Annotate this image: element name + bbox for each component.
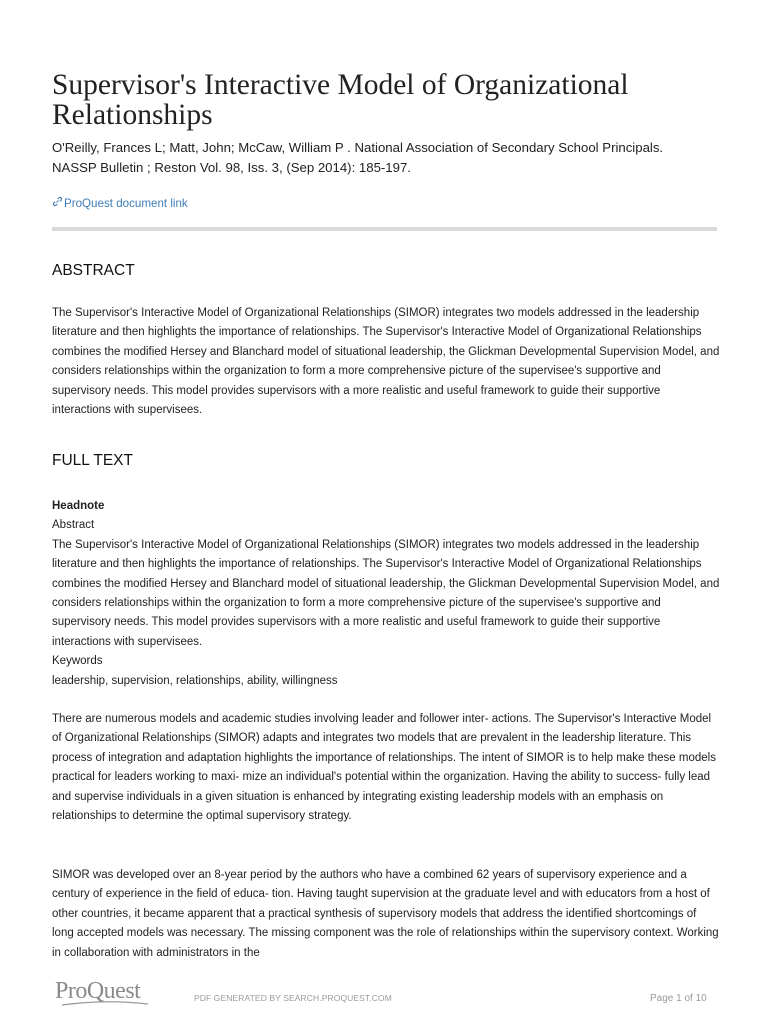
footer-generated-by: PDF GENERATED BY SEARCH.PROQUEST.COM [194,993,392,1003]
proquest-logo: ProQuest [55,978,141,1004]
citation [52,138,752,178]
page-number: Page 1 of 10 [650,993,707,1004]
header-divider [52,227,717,231]
citation-publication: NASSP Bulletin ; Reston Vol. 98, Iss. 3, (Sep 2014): 185-197. [52,160,411,175]
full-text-heading: FULL TEXT [52,452,133,469]
body-paragraph-2: SIMOR was developed over an 8-year period by the authors who have a combined 62 years of supervisory experience and a century of experience in the field of educa- tion. Having taught supervision at the graduate level and with educators from a host of other countries, it became apparent that a practical synthesis of supervisory models that address the identified shortcomings of long accepted models was necessary. The missing component was the role of relationships within the supervisory context. Working in collaboration with administrators in the [52,869,719,959]
keywords-list: leadership, supervision, relationships, ability, willingness [52,674,338,687]
abstract-text: The Supervisor's Interactive Model of Organizational Relationships (SIMOR) integrates two models addressed in the leadership literature and then highlights the importance of relationships. The Supervisor's Interactive Model of Organizational Relationships combines the modified Hersey and Blanchard model of situational leadership, the Glickman Developmental Supervision Model, and considers relationships within the organization to form a more comprehensive picture of the supervisee's supportive and supervisory needs. This model provides supervisors with a more realistic and useful framework to guide their supportive interactions with supervisees. [52,307,720,417]
logo-swoosh-icon [60,1000,150,1008]
headnote-label: Headnote [52,500,105,512]
citation-authors-source: O'Reilly, Frances L; Matt, John; McCaw, William P . National Association of Secondary School Principals. [52,140,664,155]
headnote-abstract-text: The Supervisor's Interactive Model of Organizational Relationships (SIMOR) integrates two models addressed in the leadership literature and then highlights the importance of relationships. The Supervisor's Interactive Model of Organizational Relationships combines the modified Hersey and Blanchard model of situational leadership, the Glickman Developmental Supervision Model, and considers relationships within the organization to form a more comprehensive picture of the supervisee's supportive and supervisory needs. This model provides supervisors with a more realistic and useful framework to guide their supportive interactions with supervisees. [52,538,720,648]
link-icon [52,196,64,211]
proquest-document-link[interactable] [52,196,188,211]
link-label: ProQuest document link [64,196,188,210]
body-paragraph-1: There are numerous models and academic studies involving leader and follower inter- actions. The Supervisor's Interactive Model of Organizational Relationships (SIMOR) adapts and integrates two models that are prevalent in the leadership literature. This process of integration and adaptation highlights the importance of relationships. The intent of SIMOR is to help make these models practical for leaders working to maxi- mize an individual's potential within the organization. Having the ability to success- fully lead and supervise individuals in a given situation is enhanced by integrating existing leadership models with an emphasis on relationships to determine the optimal supervisory strategy. [52,713,716,823]
headnote-block [52,497,720,691]
abstract-label: Abstract [52,519,95,532]
keywords-label: Keywords [52,655,103,668]
document-title: Supervisor's Interactive Model of Organizational Relationships [52,69,629,131]
abstract-heading: ABSTRACT [52,262,135,279]
